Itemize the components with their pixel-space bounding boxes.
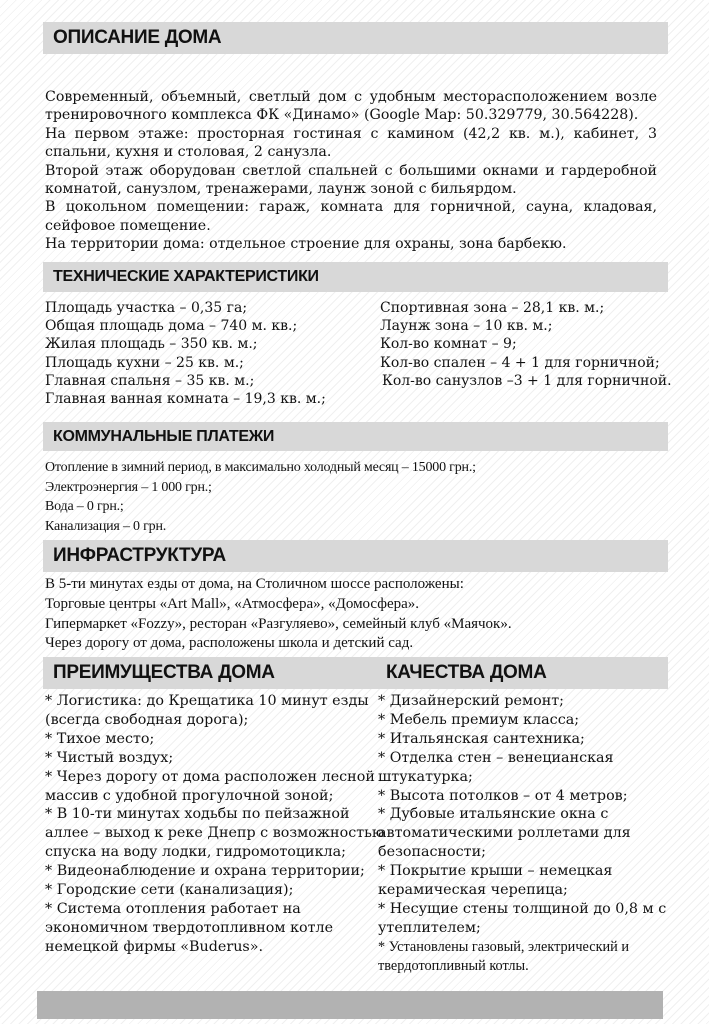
spec-item: Главная ванная комната – 19,3 кв. м.; bbox=[45, 391, 326, 408]
section-header-advantages-quality bbox=[43, 657, 668, 689]
advantage-item: массив с удобной прогулочной зоной; bbox=[45, 787, 334, 804]
quality-item: * Высота потолков – от 4 метров; bbox=[378, 787, 628, 804]
section-header-technical: ТЕХНИЧЕСКИЕ ХАРАКТЕРИСТИКИ bbox=[43, 262, 668, 292]
advantage-item: * Через дорогу от дома расположен лесной bbox=[45, 768, 375, 785]
description-paragraph: В цокольном помещении: гараж, комната для горничной, сауна, кладовая, сейфовое помещение. bbox=[45, 199, 657, 234]
spec-item: Кол-во комнат – 9; bbox=[380, 336, 517, 353]
utilities-list bbox=[45, 458, 476, 536]
section-header-infrastructure: ИНФРАСТРУКТУРА bbox=[43, 540, 668, 572]
advantage-item: * Городские сети (канализация); bbox=[45, 882, 294, 899]
advantages-title: ПРЕИМУЩЕСТВА ДОМА bbox=[53, 662, 275, 683]
quality-item: * Установлены газовый, электрический и bbox=[378, 938, 630, 955]
description-paragraph: На территории дома: отдельное строение для охраны, зона барбекю. bbox=[45, 236, 567, 253]
quality-item: * Покрытие крыши – немецкая bbox=[378, 863, 613, 880]
utility-item: Электроэнергия – 1 000 грн.; bbox=[45, 479, 212, 495]
section-header-description: ОПИСАНИЕ ДОМА bbox=[43, 22, 668, 54]
description-paragraph: На первом этаже: просторная гостиная с камином (42,2 кв. м.), кабинет, 3 спальни, кухня и столовая, 2 санузла. bbox=[45, 125, 657, 161]
quality-title: КАЧЕСТВА ДОМА bbox=[386, 662, 547, 683]
advantage-item: спуска на воду лодки, гидромотоцикла; bbox=[45, 844, 346, 861]
advantage-item: * Тихое место; bbox=[45, 730, 155, 747]
advantage-item: * Чистый воздух; bbox=[45, 749, 174, 766]
spec-item: Спортивная зона – 28,1 кв. м.; bbox=[380, 300, 605, 316]
infrastructure-list bbox=[45, 575, 512, 654]
spec-item: Кол-во санузлов –3 + 1 для горничной. bbox=[382, 372, 672, 389]
quality-item: утеплителем; bbox=[378, 919, 481, 936]
quality-item: безопасности; bbox=[378, 844, 486, 861]
footer-bar bbox=[37, 991, 663, 1019]
quality-item: керамическая черепица; bbox=[378, 882, 568, 899]
advantage-item: * Видеонаблюдение и охрана территории; bbox=[45, 863, 365, 880]
spec-item: Жилая площадь – 350 кв. м.; bbox=[45, 336, 258, 353]
quality-list bbox=[378, 692, 666, 976]
spec-item: Главная спальня – 35 кв. м.; bbox=[45, 372, 255, 389]
quality-item: * Отделка стен – венецианская bbox=[378, 749, 614, 766]
advantage-item: * Система отопления работает на bbox=[45, 900, 301, 917]
advantage-item: * В 10-ти минутах ходьбы по пейзажной bbox=[45, 806, 350, 823]
spec-item: Площадь участка – 0,35 га; bbox=[45, 300, 248, 316]
quality-item: твердотопливный котлы. bbox=[378, 957, 529, 974]
infrastructure-item: Гипермаркет «Fozzy», ресторан «Разгуляево», семейный клуб «Маячок». bbox=[45, 615, 512, 632]
section-header-utilities: КОММУНАЛЬНЫЕ ПЛАТЕЖИ bbox=[43, 422, 668, 451]
advantage-item: немецкой фирмы «Buderus». bbox=[45, 938, 264, 955]
technical-left-list bbox=[45, 299, 326, 408]
advantage-item: (всегда свободная дорога); bbox=[45, 711, 249, 728]
advantage-item: * Логистика: до Крещатика 10 минут езды bbox=[45, 693, 369, 709]
spec-item: Лаунж зона – 10 кв. м.; bbox=[380, 318, 553, 335]
quality-item: * Итальянская сантехника; bbox=[378, 730, 585, 747]
quality-item: * Дубовые итальянские окна с bbox=[378, 806, 609, 823]
technical-right-list bbox=[380, 299, 672, 390]
infrastructure-item: Торговые центры «Art Mall», «Атмосфера», «Домосфера». bbox=[45, 595, 420, 612]
spec-item: Общая площадь дома – 740 м. кв.; bbox=[45, 318, 298, 335]
quality-item: * Несущие стены толщиной до 0,8 м с bbox=[378, 900, 667, 917]
advantage-item: аллее – выход к реке Днепр с возможностью bbox=[45, 825, 385, 842]
advantage-item: экономичном твердотопливном котле bbox=[45, 919, 334, 936]
advantages-list bbox=[45, 692, 384, 957]
infrastructure-item: В 5-ти минутах езды от дома, на Столичном шоссе расположены: bbox=[45, 576, 464, 592]
quality-item: * Мебель премиум класса; bbox=[378, 711, 580, 728]
quality-item: штукатурка; bbox=[378, 768, 473, 785]
description-paragraph: Современный, объемный, светлый дом с удобным месторасположением возле тренировочного комплекса ФК «Динамо» (Google Map: 50.329779, 30.564228). bbox=[45, 89, 657, 124]
quality-item: * Дизайнерский ремонт; bbox=[378, 693, 564, 709]
description-text bbox=[45, 88, 657, 258]
infrastructure-item: Через дорогу от дома, расположены школа и детский сад. bbox=[45, 635, 414, 652]
utility-item: Канализация – 0 грн. bbox=[45, 518, 167, 534]
spec-item: Площадь кухни – 25 кв. м.; bbox=[45, 354, 244, 371]
utility-item: Вода – 0 грн.; bbox=[45, 499, 124, 514]
spec-item: Кол-во спален – 4 + 1 для горничной; bbox=[380, 354, 660, 371]
quality-item: автоматическими роллетами для bbox=[378, 825, 631, 842]
utility-item: Отопление в зимний период, в максимально холодный месяц – 15000 грн.; bbox=[45, 460, 476, 475]
description-paragraph: Второй этаж оборудован светлой спальней с большими окнами и гардеробной комнатой, санузлом, тренажерами, лаунж зоной с бильярдом. bbox=[45, 162, 657, 198]
